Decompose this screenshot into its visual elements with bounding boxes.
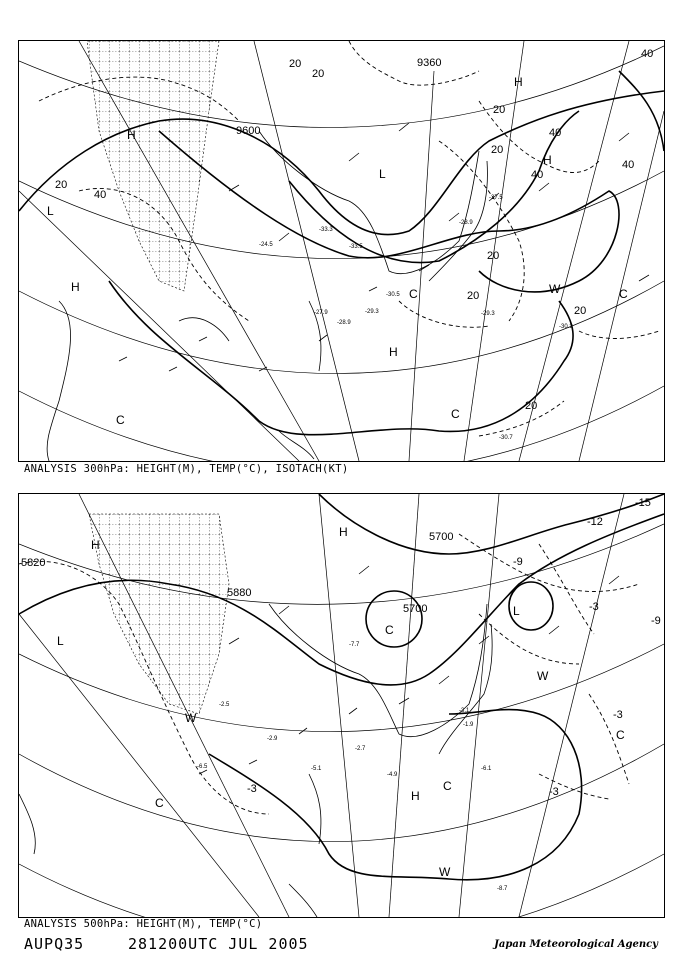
station-value: -6.1 [481, 766, 492, 772]
station-value: -2.9 [267, 736, 278, 742]
center-marker: C [451, 407, 460, 421]
height-labels [21, 531, 453, 615]
map-300hpa-panel [18, 40, 665, 462]
height-label: 5700 [403, 603, 428, 615]
isotach-label: 20 [312, 68, 325, 80]
station-value: -29.3 [481, 311, 495, 317]
center-marker: L [57, 634, 64, 648]
station-value: -6.5 [197, 764, 208, 770]
center-marker: W [549, 282, 561, 296]
center-marker: L [47, 204, 54, 218]
chart-code: AUPQ35 [24, 935, 85, 953]
isotach-label: 20 [289, 58, 302, 70]
wind-barbs [199, 566, 619, 774]
isotach-label: 40 [549, 127, 562, 139]
agency-name: Japan Meteorological Agency [494, 939, 658, 950]
isotach-label: 20 [55, 179, 68, 191]
station-value: -4.9 [387, 772, 398, 778]
station-value: -1.9 [463, 722, 474, 728]
center-marker: H [127, 128, 136, 142]
isotach-label: 20 [525, 400, 538, 412]
station-value: -27.5 [489, 195, 503, 201]
temperature-label: -3 [247, 783, 257, 795]
temperature-label: -3 [589, 601, 599, 613]
center-marker: C [616, 728, 625, 742]
valid-time: 281200UTC JUL 2005 [128, 935, 309, 953]
isotach-label: 20 [467, 290, 480, 302]
center-marker: L [379, 167, 386, 181]
height-label: 9600 [236, 125, 261, 137]
center-marker: H [543, 153, 552, 167]
center-marker: H [411, 789, 420, 803]
temperature-label: -3 [613, 709, 623, 721]
temperature-label: -9 [513, 556, 523, 568]
station-value: -2.5 [219, 702, 230, 708]
isotach-label: 40 [622, 159, 635, 171]
center-marker: W [185, 711, 197, 725]
map-500hpa [19, 494, 664, 917]
map-500hpa-panel [18, 493, 665, 918]
isotach-label: 40 [94, 189, 107, 201]
center-marker: H [339, 525, 348, 539]
station-value: -8.7 [497, 886, 508, 892]
station-value: -33.5 [349, 244, 363, 250]
station-value: -28.9 [337, 320, 351, 326]
temperature-label: -9 [651, 615, 661, 627]
station-value: -30.3 [559, 324, 573, 330]
center-marker: H [71, 280, 80, 294]
center-marker: C [443, 779, 452, 793]
station-value: -28.9 [459, 220, 473, 226]
center-marker: C [385, 623, 394, 637]
station-values [197, 642, 508, 892]
station-value: -30.7 [499, 435, 513, 441]
height-label: 9360 [417, 57, 442, 69]
station-value: -29.3 [365, 309, 379, 315]
temperature-label: -12 [587, 516, 603, 528]
height-label: 5880 [227, 587, 252, 599]
caption-500hpa: ANALYSIS 500hPa: HEIGHT(M), TEMP(°C) [24, 918, 263, 930]
isotach-label: 20 [493, 104, 506, 116]
center-marker: C [619, 287, 628, 301]
center-marker: L [513, 604, 520, 618]
height-label: 5700 [429, 531, 454, 543]
center-marker: C [409, 287, 418, 301]
isotach-label: 20 [574, 305, 587, 317]
caption-300hpa: ANALYSIS 300hPa: HEIGHT(M), TEMP(°C), ISOTACH(KT) [24, 463, 349, 475]
isotach-label: 40 [641, 48, 654, 60]
isotach-label: 40 [531, 169, 544, 181]
center-marker: W [537, 669, 549, 683]
isotach-label: 20 [487, 250, 500, 262]
center-marker: H [514, 75, 523, 89]
temperature-labels [247, 497, 661, 798]
center-marker: H [389, 345, 398, 359]
station-value: -3.1 [459, 708, 470, 714]
center-marker: C [155, 796, 164, 810]
temperature-label: -3 [549, 786, 559, 798]
center-marker: C [116, 413, 125, 427]
isotach-label: 20 [491, 144, 504, 156]
station-value: -33.3 [319, 227, 333, 233]
station-value: -30.5 [386, 292, 400, 298]
height-label: 5820 [21, 557, 46, 569]
station-value: -24.5 [259, 242, 273, 248]
station-value: -2.7 [355, 746, 366, 752]
map-300hpa [19, 41, 664, 461]
station-value: -7.7 [349, 642, 360, 648]
temperature-label: -15 [635, 497, 651, 509]
station-value: -27.9 [314, 310, 328, 316]
terrain-hatch [89, 514, 229, 714]
center-marker: H [91, 538, 100, 552]
center-marker: W [439, 865, 451, 879]
station-value: -5.1 [311, 766, 322, 772]
coastlines [47, 131, 487, 461]
